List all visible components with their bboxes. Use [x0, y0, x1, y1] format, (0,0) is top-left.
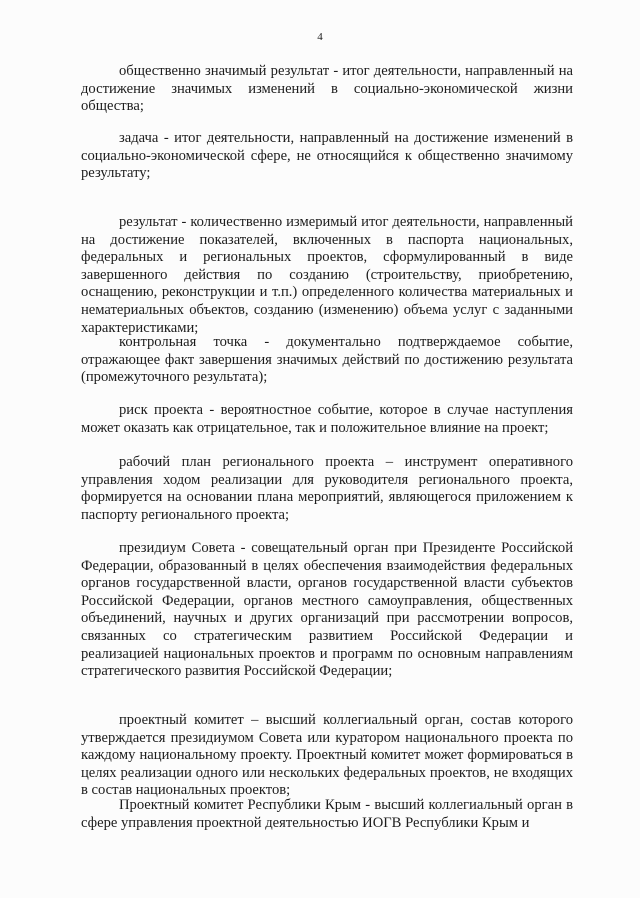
paragraph-project-risk [81, 402, 573, 437]
paragraph-text: рабочий план регионального проекта – инструмент оперативного управления ходом реализации для руководителя регионального проекта, формируется на основании плана мероприятий, являющегося приложением к паспорту регионального проекта; [81, 454, 573, 523]
paragraph-crimea-committee [81, 797, 573, 832]
paragraph-text: результат - количественно измеримый итог деятельности, направленный на достижение показателей, включенных в паспорта национальных, федеральных и региональных проектов, сформулированный в виде завершенного действия по созданию (строительству, приобретению, оснащению, реконструкции и т.п.) определенного количества материальных и нематериальных объектов, созданию (изменению) объема услуг с заданными характеристиками; [81, 214, 573, 336]
paragraph-work-plan [81, 454, 573, 524]
paragraph-result [81, 214, 573, 337]
paragraph-text: риск проекта - вероятностное событие, которое в случае наступления может оказать как отрицательное, так и положительное влияние на проект; [81, 402, 573, 436]
paragraph-public-result [81, 63, 573, 116]
paragraph-task [81, 130, 573, 183]
page-number: 4 [317, 31, 323, 43]
paragraph-control-point [81, 334, 573, 387]
paragraph-text: общественно значимый результат - итог деятельности, направленный на достижение значимых изменений в социально-экономической жизни общества; [81, 63, 573, 115]
paragraph-text: президиум Совета - совещательный орган при Президенте Российской Федерации, образованный в целях обеспечения взаимодействия федеральных органов государственной власти, органов государственной власти субъектов Российской Федерации, органов местного самоуправления, общественных объединений, научных и других организаций при рассмотрении вопросов, связанных со стратегическим развитием Российской Федерации и реализацией национальных проектов и программ по основным направлениям стратегического развития Российской Федерации; [81, 540, 573, 680]
paragraph-text: контрольная точка - документально подтверждаемое событие, отражающее факт завершения значимых действий по достижению результата (промежуточного результата); [81, 334, 573, 386]
paragraph-text: задача - итог деятельности, направленный на достижение изменений в социально-экономической сфере, не относящийся к общественно значимому результату; [81, 130, 573, 182]
paragraph-council-presidium [81, 540, 573, 681]
paragraph-project-committee [81, 712, 573, 800]
paragraph-text: проектный комитет – высший коллегиальный орган, состав которого утверждается президиумом Совета или куратором национального проекта по каждому национальному проекту. Проектный комитет может формироваться в целях реализации одного или нескольких федеральных проектов, не входящих в состав национальных проектов; [81, 712, 573, 799]
paragraph-text: Проектный комитет Республики Крым - высший коллегиальный орган в сфере управления проектной деятельностью ИОГВ Республики Крым и [81, 797, 573, 831]
